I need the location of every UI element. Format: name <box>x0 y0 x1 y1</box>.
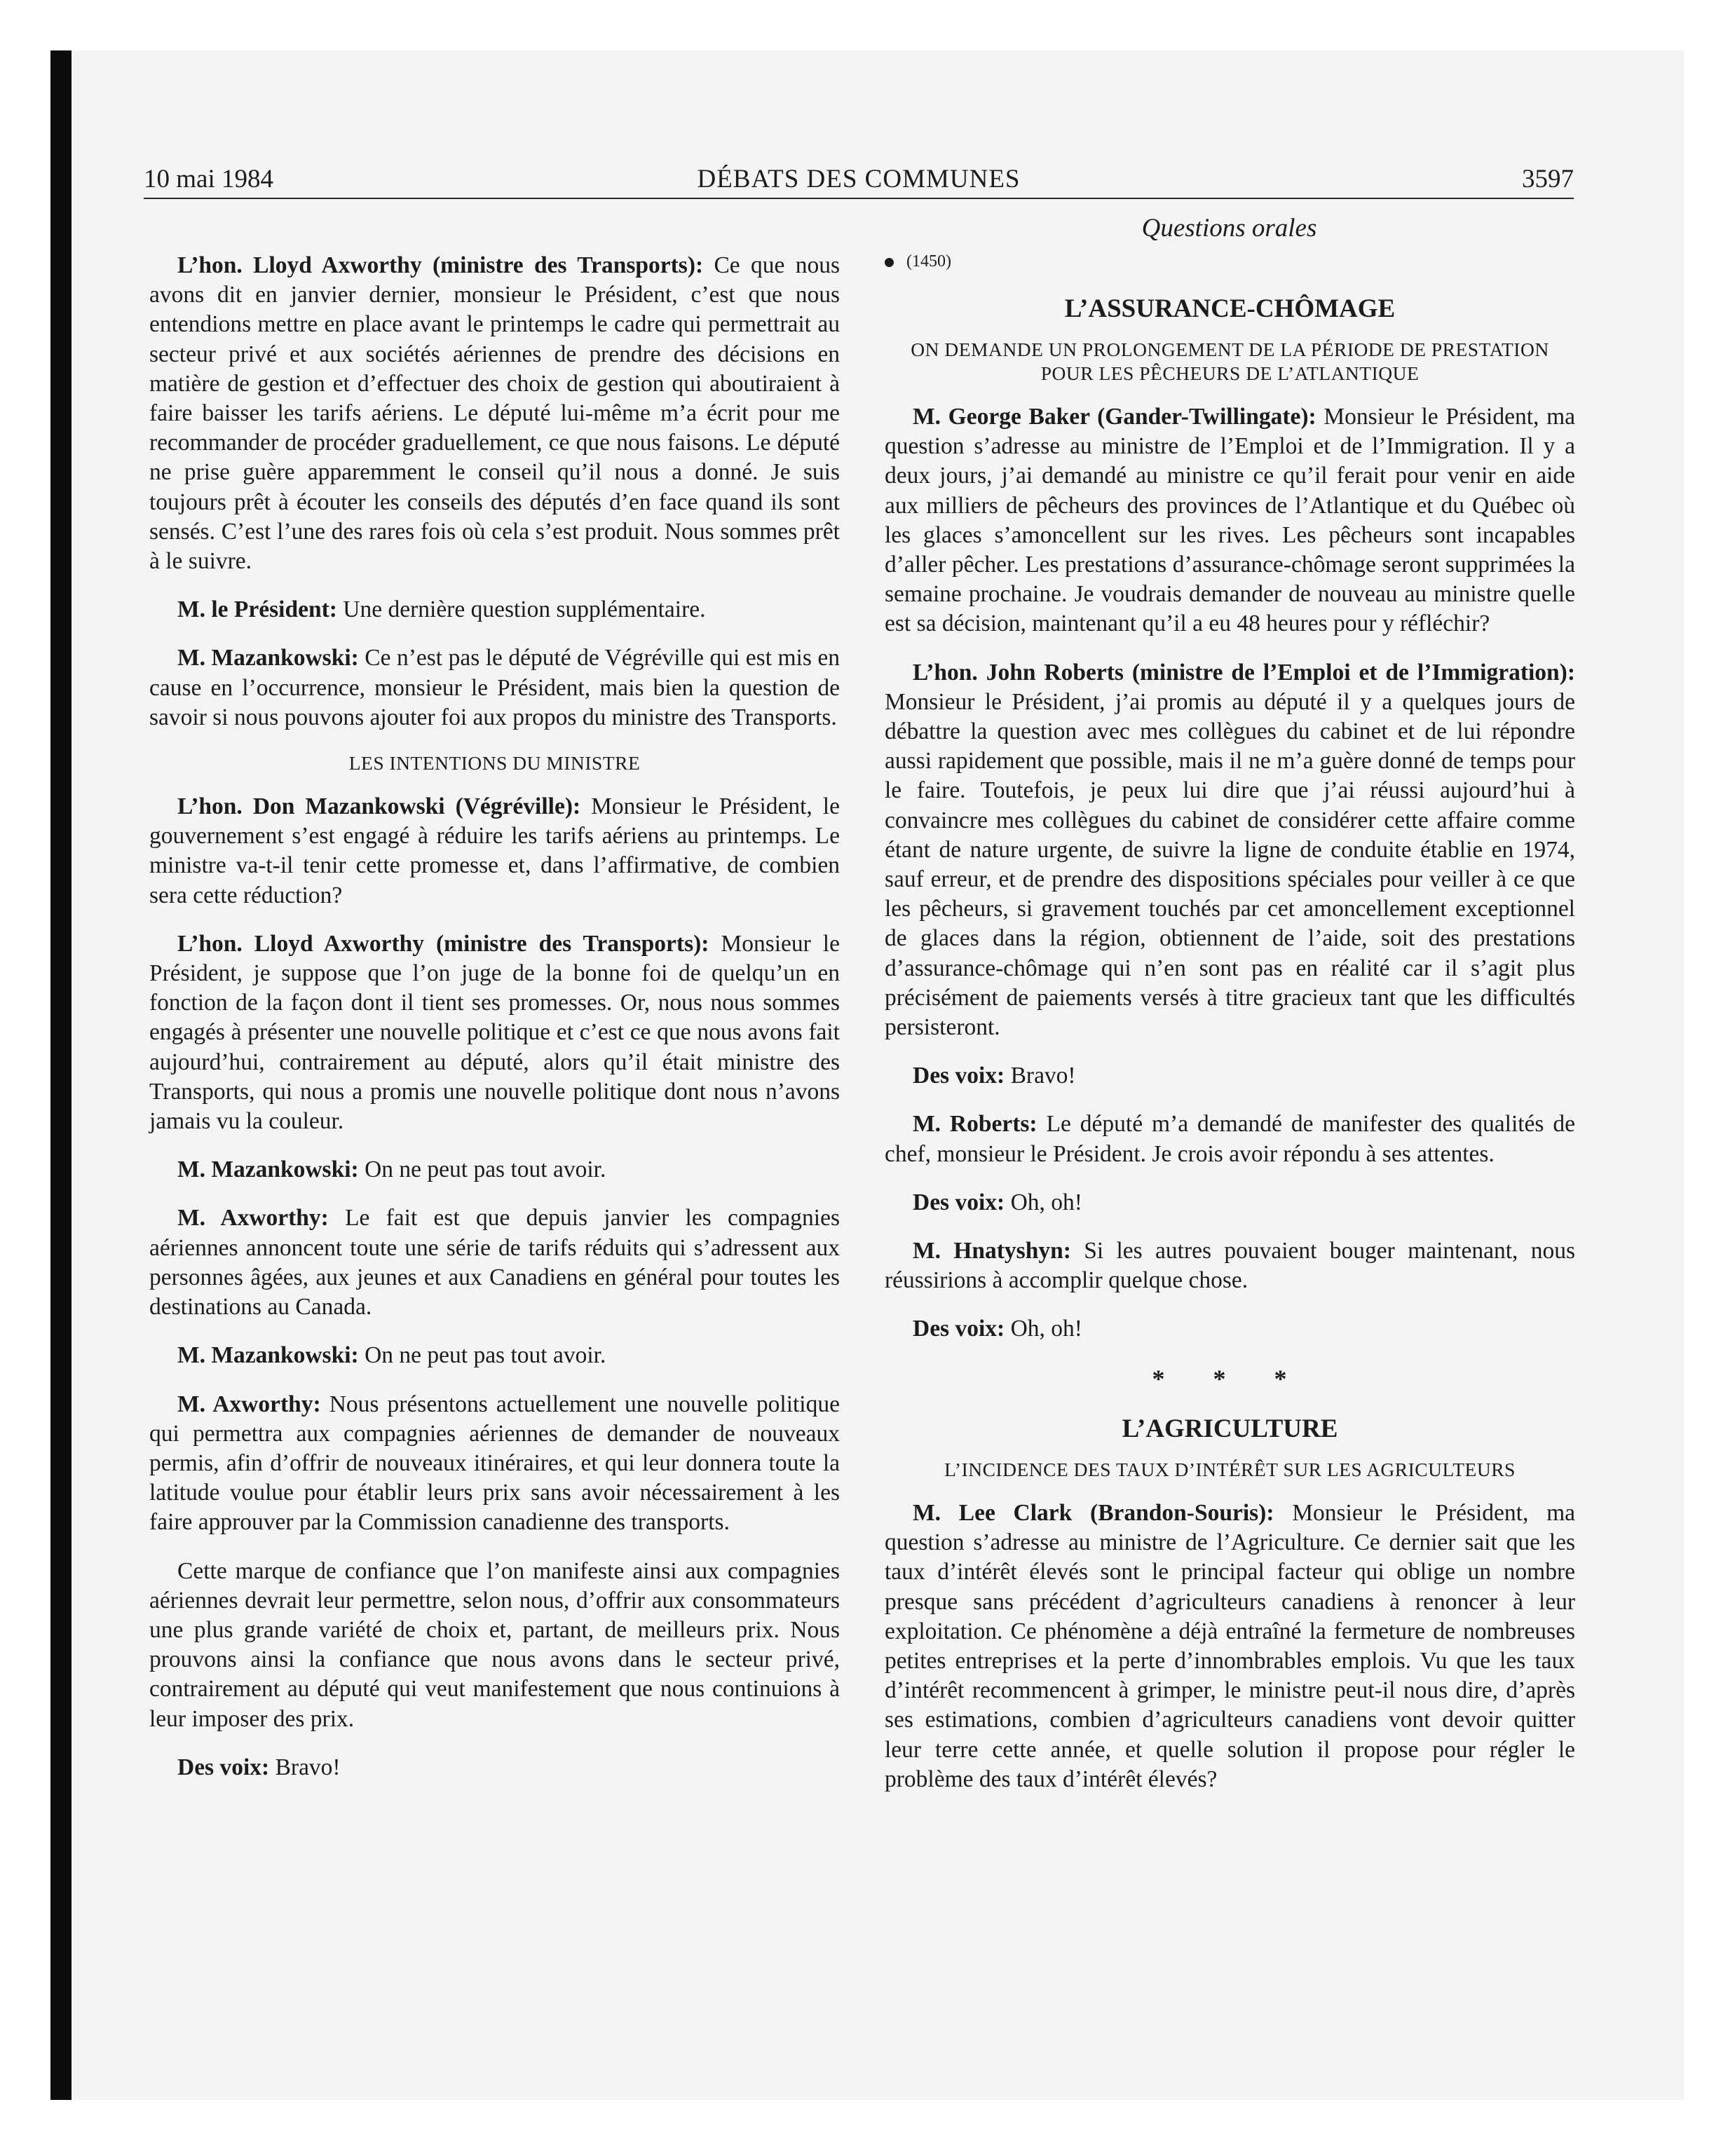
speaker-name: M. Roberts: <box>913 1111 1037 1138</box>
speech-paragraph <box>149 1155 840 1185</box>
page-header <box>144 163 1574 196</box>
speaker-name: M. Axworthy: <box>177 1205 329 1231</box>
right-column <box>885 251 1575 1813</box>
subsection-heading: ON DEMANDE UN PROLONGEMENT DE LA PÉRIODE DE PRESTATION POUR LES PÊCHEURS DE L’ATLANTIQUE <box>911 339 1549 384</box>
speech-text: Monsieur le Président, j’ai promis au député il y a quelques jours de débattre la question avec mes collègues du cabinet et de lui répondre aussi rapidement que possible, mais il ne m’a guère donné de temps pour le faire. Toutefois, je peux lui dire que j’ai réussi aujourd’hui à convaincre mes collègues du cabinet de considérer cette affaire comme étant de nature urgente, de suivre la ligne de conduite établie en 1974, sauf erreur, et de prendre des dispositions spéciales pour veiller à ce que les pêcheurs, si gravement touchés par cet amoncellement exceptionnel de glaces dans la région, obtiennent de l’aide, soit des prestations d’assurance-chômage qui n’en sont pas en réalité car il s’agit plus précisément de paiements versés à titre gracieux tant que les difficultés persisteront. <box>885 688 1575 1041</box>
speech-text: Le fait est que depuis janvier les compagnies aériennes annoncent toute une série de tarifs réduits qui s’adressent aux personnes âgées, aux jeunes et aux Canadiens en général pour toutes les destinations au Canada. <box>149 1205 841 1321</box>
speaker-name: L’hon. John Roberts (ministre de l’Emploi et de l’Immigration): <box>913 659 1575 685</box>
speech-text: Monsieur le Président, le gouvernement s’est engagé à réduire les tarifs aériens au printemps. Le ministre va-t-il tenir cette promesse et, dans l’affirmative, de combien sera cette réduction? <box>149 793 840 908</box>
speaker-name: Des voix: <box>913 1189 1005 1215</box>
speech-text: Cette marque de confiance que l’on manifeste ainsi aux compagnies aériennes devrait leur permettre, selon nous, d’offrir aux consommateurs une plus grande variété de choix et, partant, de meilleurs prix. Nous prouvons ainsi la confiance que nous avons dans le secteur privé, contrairement au député qui veut manifestement que nous continuions à leur imposer des prix. <box>149 1557 840 1732</box>
speaker-name: Des voix: <box>913 1063 1005 1089</box>
speech-text: Monsieur le Président, je suppose que l’on juge de la bonne foi de quelqu’un en fonction de la façon dont il tient ses promesses. Or, nous nous sommes engagés à présenter une nouvelle politique et c’est ce que nous avons fait aujourd’hui, contrairement au député, alors qu’il était ministre des Transports, qui nous a promis une nouvelle politique dont nous n’avons jamais vu la couleur. <box>149 930 840 1135</box>
speaker-name: M. Mazankowski: <box>177 1342 359 1369</box>
speech-paragraph <box>149 792 840 910</box>
speaker-name: M. Mazankowski: <box>177 645 359 671</box>
speech-text: Oh, oh! <box>1005 1189 1082 1215</box>
speech-text: Ce n’est pas le député de Végréville qui est mis en cause en l’occurrence, monsieur le Président, mais bien la question de savoir si nous pouvons ajouter foi aux propos du ministre des Transports. <box>149 645 840 730</box>
header-rule <box>144 198 1574 199</box>
header-page-number: 3597 <box>1522 165 1574 193</box>
speech-paragraph <box>885 658 1575 1043</box>
speech-text: Monsieur le Président, ma question s’adresse au ministre de l’Agriculture. Ce dernier sait que les taux d’intérêt élevés sont le principal facteur qui oblige un nombre presque sans précédent d’agriculteurs canadiens à renoncer à leur exploitation. Ce phénomène a déjà entraîné la fermeture de nombreuses petites entreprises et la perte d’innombrables emplois. Vu que les taux d’intérêt recommencent à grimper, le ministre peut-il nous dire, d’après ses estimations, combien d’agriculteurs canadiens vont devoir quitter leur terre cette année, et quelle solution il propose pour régler le problème des taux d’intérêt élevés? <box>885 1499 1576 1792</box>
speaker-name: M. Axworthy: <box>177 1391 321 1417</box>
section-separator: * * * <box>1152 1364 1308 1393</box>
speaker-name: L’hon. Don Mazankowski (Végréville): <box>177 793 581 820</box>
time-marker <box>885 251 1575 272</box>
speaker-name: Des voix: <box>913 1316 1005 1342</box>
bullet-dot-icon <box>885 258 894 267</box>
time-marker-text: (1450) <box>906 252 951 271</box>
speech-text: Nous présentons actuellement une nouvelle politique qui permettra aux compagnies aériennes de demander de nouveaux permis, afin d’offrir de nouveaux itinéraires, et qui leur donnera toute la latitude voulue pour établir leurs prix sans avoir nécessairement à les faire approuver par la Commission canadienne des transports. <box>149 1391 840 1536</box>
left-column <box>149 251 840 1801</box>
speech-text: Ce que nous avons dit en janvier dernier, monsieur le Président, c’est que nous entendions mettre en place avant le printemps le cadre qui permettrait au secteur privé et aux sociétés aériennes de prendre des décisions en matière de gestion et d’effectuer des choix de gestion qui aboutiraient à faire baisser les tarifs aériens. Le député lui-même m’a écrit pour me recommander de procéder graduellement, ce que nous faisons. Le député ne prise guère apparemment le conseil qu’il nous a donné. Je suis toujours prêt à écouter les conseils des députés d’en face quand ils sont sensés. C’est l’une des rares fois où cela s’est produit. Nous sommes prêt à le suivre. <box>149 252 840 575</box>
speech-paragraph <box>149 1753 840 1782</box>
speech-paragraph <box>885 1499 1575 1794</box>
speech-paragraph <box>149 929 840 1136</box>
speech-paragraph <box>149 1341 840 1370</box>
speech-paragraph <box>885 1314 1575 1344</box>
speech-paragraph <box>149 1203 840 1322</box>
speaker-name: M. le Président: <box>177 596 337 623</box>
header-title: DÉBATS DES COMMUNES <box>697 165 1021 193</box>
speech-paragraph <box>149 1390 840 1538</box>
speech-text: Une dernière question supplémentaire. <box>336 596 706 623</box>
speech-text: Bravo! <box>269 1754 341 1780</box>
speech-text: On ne peut pas tout avoir. <box>358 1157 606 1183</box>
speaker-name: L’hon. Lloyd Axworthy (ministre des Transports): <box>177 930 709 957</box>
speech-paragraph <box>885 1188 1575 1217</box>
speech-paragraph <box>149 643 840 732</box>
speech-paragraph <box>885 402 1575 639</box>
section-label: Questions orales <box>1141 214 1317 243</box>
speech-text: On ne peut pas tout avoir. <box>358 1342 606 1369</box>
speech-paragraph <box>149 251 840 576</box>
speech-paragraph <box>885 1061 1575 1091</box>
speech-text: Si les autres pouvaient bouger maintenant, nous réussirions à accomplir quelque chose. <box>885 1238 1576 1294</box>
speaker-name: M. George Baker (Gander-Twillingate): <box>913 404 1316 430</box>
subsection-heading: LES INTENTIONS DU MINISTRE <box>348 752 641 775</box>
speaker-name: M. Lee Clark (Brandon-Souris): <box>913 1499 1274 1526</box>
speech-paragraph <box>885 1110 1575 1168</box>
subsection-heading: L’INCIDENCE DES TAUX D’INTÉRÊT SUR LES AGRICULTEURS <box>944 1458 1516 1480</box>
speaker-name: M. Mazankowski: <box>177 1157 359 1183</box>
speech-paragraph <box>149 595 840 625</box>
header-date: 10 mai 1984 <box>144 165 273 193</box>
speech-paragraph <box>885 1236 1575 1295</box>
speech-text: Oh, oh! <box>1005 1316 1082 1342</box>
section-heading: L’AGRICULTURE <box>1122 1414 1338 1443</box>
section-heading: L’ASSURANCE-CHÔMAGE <box>1064 294 1396 323</box>
speaker-name: L’hon. Lloyd Axworthy (ministre des Transports): <box>177 252 704 278</box>
speaker-name: Des voix: <box>177 1754 270 1780</box>
speaker-name: M. Hnatyshyn: <box>913 1238 1071 1264</box>
speech-paragraph <box>149 1557 840 1734</box>
speech-text: Monsieur le Président, ma question s’adresse au ministre de l’Emploi et de l’Immigration. Il y a deux jours, j’ai demandé au ministre ce qu’il ferait pour venir en aide aux milliers de pêcheurs des provinces de l’Atlantique et du Québec où les glaces s’amoncellent sur les rives. Les pêcheurs sont incapables d’aller pêcher. Les prestations d’assurance-chômage seront supprimées la semaine prochaine. Je voudrais demander de nouveau au ministre quelle est sa décision, maintenant qu’il a eu 48 heures pour y réfléchir? <box>885 404 1576 637</box>
speech-text: Bravo! <box>1005 1063 1076 1089</box>
speech-text: Le député m’a demandé de manifester des qualités de chef, monsieur le Président. Je crois avoir répondu à ses attentes. <box>885 1111 1576 1167</box>
